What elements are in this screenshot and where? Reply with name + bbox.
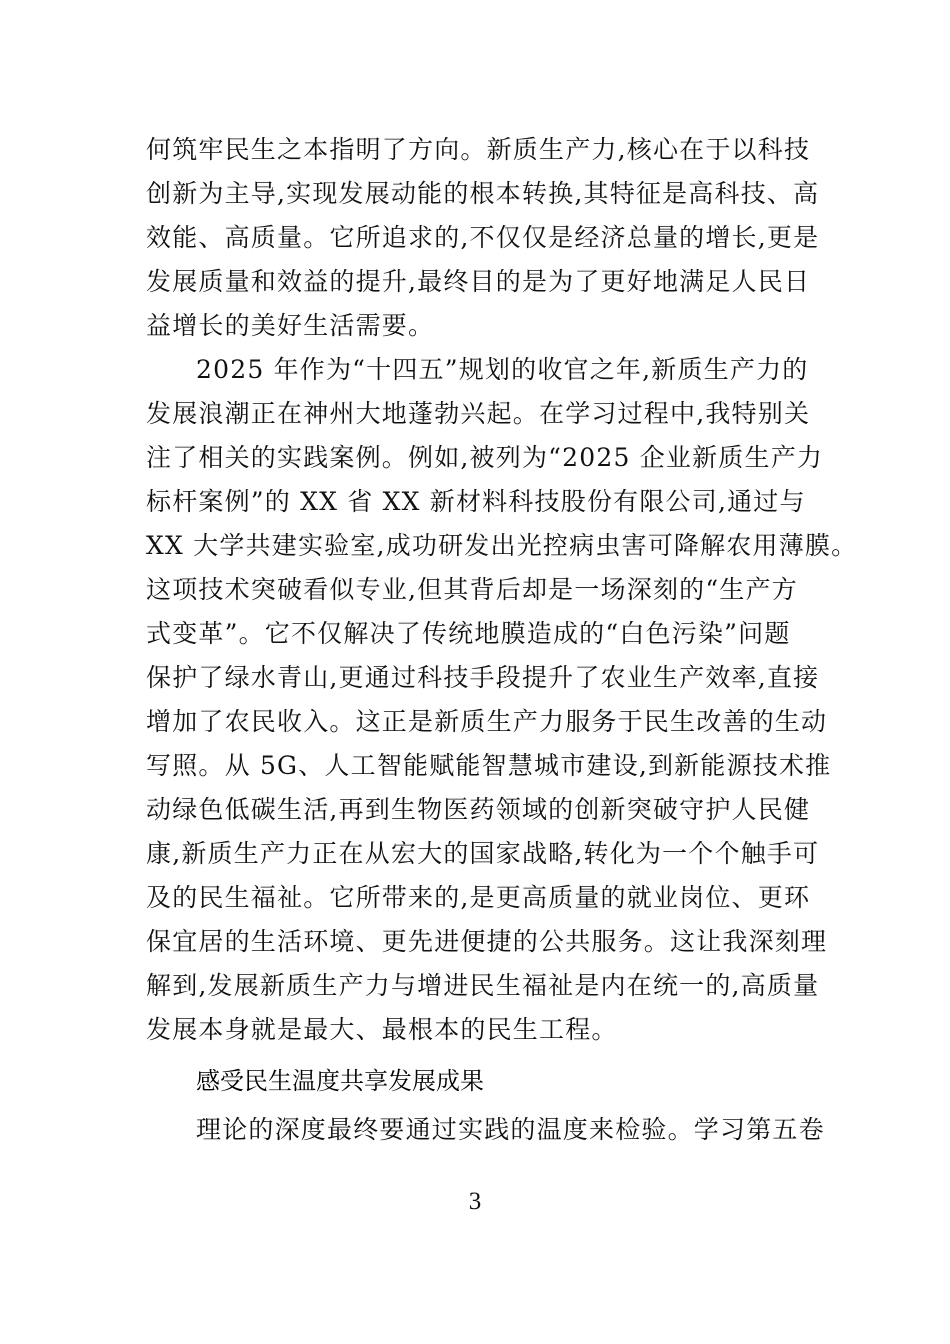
paragraph-2-line-12: 康,新质生产力正在从宏大的国家战略,转化为一个个触手可	[146, 839, 820, 868]
page-number: 3	[468, 1188, 482, 1215]
paragraph-2-line-15: 解到,发展新质生产力与增进民生福祉是内在统一的,高质量	[146, 971, 820, 1000]
paragraph-2-line-16: 发展本身就是最大、最根本的民生工程。	[146, 1015, 618, 1044]
paragraph-1-line-2: 创新为主导,实现发展动能的根本转换,其特征是高科技、高	[146, 179, 820, 208]
paragraph-1-line-4: 发展质量和效益的提升,最终目的是为了更好地满足人民日	[146, 267, 811, 296]
paragraph-2-line-9: 增加了农民收入。这正是新质生产力服务于民生改善的生动	[146, 707, 828, 736]
paragraph-1-line-3: 效能、高质量。它所追求的,不仅仅是经济总量的增长,更是	[146, 223, 820, 252]
paragraph-2-line-13: 及的民生福祉。它所带来的,是更高质量的就业岗位、更环	[146, 883, 811, 912]
paragraph-2-line-7: 式变革”。它不仅解决了传统地膜造成的“白色污染”问题	[146, 619, 791, 648]
paragraph-2-line-5: XX 大学共建实验室,成功研发出光控病虫害可降解农用薄膜。	[146, 531, 858, 560]
paragraph-2-line-2: 发展浪潮正在神州大地蓬勃兴起。在学习过程中,我特别关	[146, 399, 811, 428]
paragraph-1-line-1: 何筑牢民生之本指明了方向。新质生产力,核心在于以科技	[146, 135, 811, 164]
paragraph-2-line-14: 保宜居的生活环境、更先进便捷的公共服务。这让我深刻理	[146, 927, 828, 956]
paragraph-3-line-1: 理论的深度最终要通过实践的温度来检验。学习第五卷	[196, 1115, 825, 1144]
paragraph-2-line-3: 注了相关的实践案例。例如,被列为“2025 企业新质生产力	[146, 443, 824, 472]
paragraph-2-line-1: 2025 年作为“十四五”规划的收官之年,新质生产力的	[196, 355, 809, 384]
paragraph-1-line-5: 益增长的美好生活需要。	[146, 311, 435, 340]
section-heading: 感受民生温度共享发展成果	[196, 1067, 484, 1095]
paragraph-2-line-6: 这项技术突破看似专业,但其背后却是一场深刻的“生产方	[146, 575, 798, 604]
paragraph-2-line-10: 写照。从 5G、人工智能赋能智慧城市建设,到新能源技术推	[146, 751, 832, 780]
paragraph-2-line-8: 保护了绿水青山,更通过科技手段提升了农业生产效率,直接	[146, 663, 820, 692]
paragraph-2-line-11: 动绿色低碳生活,再到生物医药领域的创新突破守护人民健	[146, 795, 811, 824]
paragraph-2-line-4: 标杆案例”的 XX 省 XX 新材料科技股份有限公司,通过与	[146, 487, 806, 516]
